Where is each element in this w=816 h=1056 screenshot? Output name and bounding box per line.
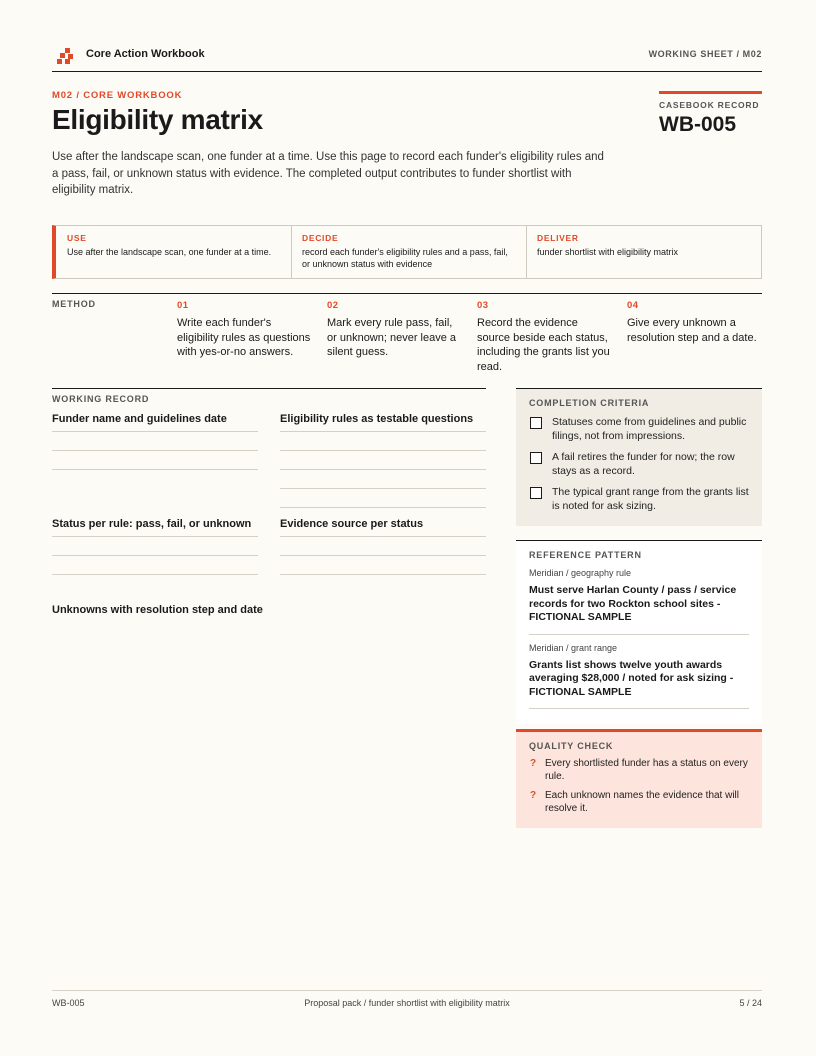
reference-pattern-panel — [516, 540, 762, 724]
method-step — [177, 300, 312, 360]
criteria-text: The typical grant range from the grants list is noted for ask sizing. — [552, 486, 749, 512]
criteria-item — [529, 485, 749, 513]
page-title: Eligibility matrix — [52, 104, 263, 135]
summary-deliver — [526, 226, 761, 278]
reference-text: Grants list shows twelve youth awards averaging $28,000 / noted for ask sizing - FICTIONAL SAMPLE — [529, 658, 734, 698]
write-line[interactable] — [52, 469, 258, 470]
step-number: 02 — [327, 300, 339, 311]
reference-item — [529, 568, 749, 635]
quality-text: Every shortlisted funder has a status on every rule. — [545, 758, 748, 782]
method-step — [327, 300, 462, 360]
summary-decide-text: record each funder's eligibility rules and a pass, fail, or unknown status with evidence — [302, 247, 508, 269]
quality-label: QUALITY CHECK — [529, 741, 614, 751]
summary-deliver-label: DELIVER — [537, 233, 579, 243]
sheet-id: WORKING SHEET / M02 — [648, 49, 762, 59]
criteria-text: A fail retires the funder for now; the row stays as a record. — [552, 451, 735, 477]
reference-tag: Meridian / geography rule — [529, 568, 632, 578]
record-field — [52, 518, 258, 575]
step-number: 04 — [627, 300, 639, 311]
write-line[interactable] — [280, 469, 486, 470]
write-line[interactable] — [280, 536, 486, 537]
summary-use — [56, 226, 291, 278]
record-field — [52, 413, 258, 470]
write-line[interactable] — [280, 574, 486, 575]
page-footer — [52, 990, 762, 1014]
write-line[interactable] — [52, 574, 258, 575]
step-text: Record the evidence source beside each status, including the grants list you read. — [477, 317, 610, 373]
record-field — [52, 604, 486, 616]
quality-item — [529, 789, 749, 815]
summary-use-label: USE — [67, 233, 87, 243]
question-mark-icon: ? — [530, 758, 537, 769]
step-text: Mark every rule pass, fail, or unknown; never leave a silent guess. — [327, 317, 457, 358]
step-text: Write each funder's eligibility rules as questions with yes-or-no answers. — [177, 317, 311, 358]
reference-tag: Meridian / grant range — [529, 642, 618, 653]
method-step — [477, 300, 612, 374]
working-record — [52, 388, 486, 616]
question-mark-icon: ? — [530, 790, 537, 801]
step-number: 03 — [477, 300, 489, 311]
quality-check-panel — [516, 729, 762, 828]
field-label: Unknowns with resolution step and date — [52, 604, 263, 616]
step-text: Give every unknown a resolution step and a date. — [627, 317, 757, 344]
casebook-record — [659, 91, 762, 137]
page-header — [52, 44, 762, 72]
write-line[interactable] — [280, 507, 486, 508]
criteria-text: Statuses come from guidelines and public filings, not from impressions. — [552, 416, 747, 442]
write-line[interactable] — [280, 431, 486, 432]
method-section — [52, 293, 762, 378]
footer-record-id: WB-005 — [52, 998, 85, 1008]
completion-criteria-panel — [516, 388, 762, 526]
checkbox[interactable] — [530, 452, 542, 464]
criteria-item — [529, 450, 749, 478]
summary-deliver-text: funder shortlist with eligibility matrix — [537, 247, 679, 257]
write-line[interactable] — [52, 450, 258, 451]
quality-item — [529, 757, 749, 783]
casebook-id: WB-005 — [659, 113, 737, 136]
write-line[interactable] — [52, 431, 258, 432]
step-number: 01 — [177, 300, 189, 311]
checkbox[interactable] — [530, 487, 542, 499]
field-label: Eligibility rules as testable questions — [280, 413, 474, 425]
brand-name: Core Action Workbook — [86, 48, 205, 60]
summary-decide-label: DECIDE — [302, 233, 339, 243]
completion-label: COMPLETION CRITERIA — [529, 398, 650, 408]
field-label: Evidence source per status — [280, 518, 424, 530]
record-field — [280, 518, 486, 575]
page-number: 5 / 24 — [739, 998, 762, 1008]
summary-strip — [52, 225, 762, 279]
footer-title: Proposal pack / funder shortlist with eligibility matrix — [304, 998, 510, 1008]
summary-decide — [291, 226, 526, 278]
casebook-label: CASEBOOK RECORD — [659, 100, 760, 110]
working-record-label: WORKING RECORD — [52, 394, 150, 404]
field-label: Status per rule: pass, fail, or unknown — [52, 518, 252, 530]
reference-item — [529, 643, 749, 710]
field-label: Funder name and guidelines date — [52, 413, 227, 425]
intro-text: Use after the landscape scan, one funder at a time. Use this page to record each funder's eligibility rules and a pass, fail, or unknown status with evidence. The completed output contributes to funder shortlist with eligibility matrix. — [52, 151, 604, 196]
method-step — [627, 300, 762, 345]
quality-text: Each unknown names the evidence that will resolve it. — [545, 790, 740, 814]
criteria-item — [529, 415, 749, 443]
write-line[interactable] — [280, 450, 486, 451]
write-line[interactable] — [280, 555, 486, 556]
pixel-stair-logo-icon — [57, 48, 73, 64]
record-field — [280, 413, 486, 508]
write-line[interactable] — [280, 488, 486, 489]
checkbox[interactable] — [530, 417, 542, 429]
reference-label: REFERENCE PATTERN — [529, 550, 642, 560]
reference-text: Must serve Harlan County / pass / service records for two Rockton school sites - FICTIONAL SAMPLE — [529, 584, 737, 623]
method-label: METHOD — [52, 299, 96, 309]
summary-use-text: Use after the landscape scan, one funder at a time. — [67, 247, 272, 257]
write-line[interactable] — [52, 536, 258, 537]
write-line[interactable] — [52, 555, 258, 556]
module-eyebrow: M02 / CORE WORKBOOK — [52, 90, 183, 101]
